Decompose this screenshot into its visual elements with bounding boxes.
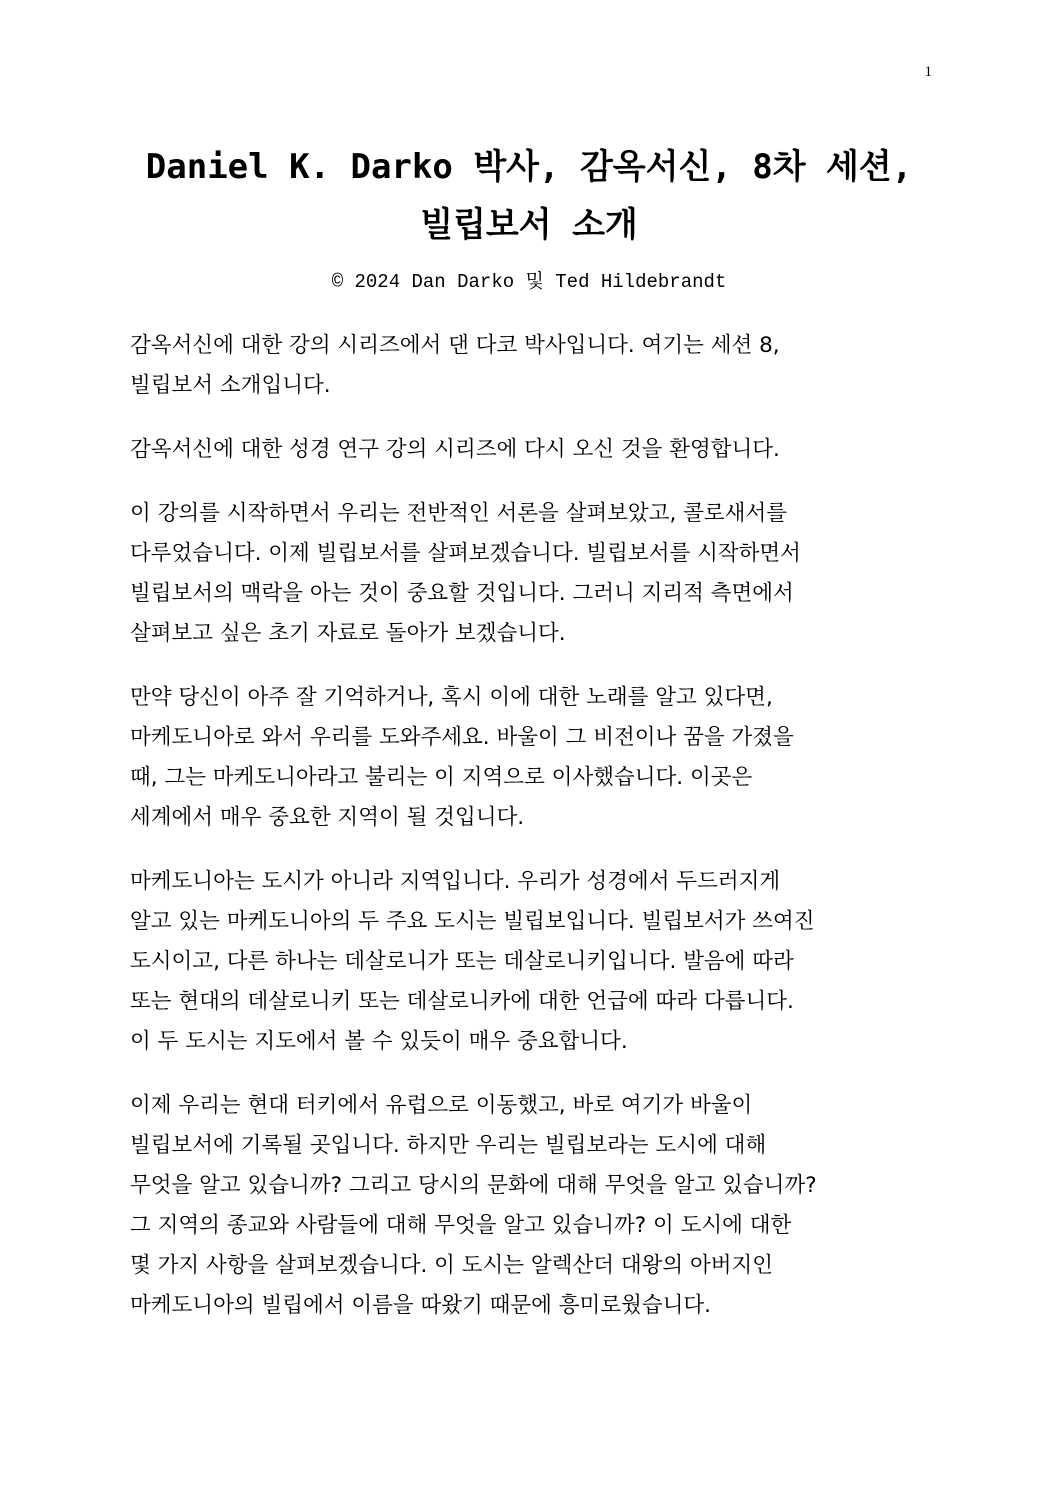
paragraph-line: 빌립보서의 맥락을 아는 것이 중요할 것입니다. 그러니 지리적 측면에서 [130,581,794,606]
paragraph-line: 살펴보고 싶은 초기 자료로 돌아가 보겠습니다. [130,621,566,646]
paragraph [130,678,940,838]
paragraph-line: 마케도니아의 빌립에서 이름을 따왔기 때문에 흥미로웠습니다. [130,1293,712,1318]
paragraph-line: 세계에서 매우 중요한 지역이 될 것입니다. [130,805,525,830]
paragraph-line: 이제 우리는 현대 터키에서 유럽으로 이동했고, 바로 여기가 바울이 [130,1093,753,1118]
paragraph-line: 마케도니아는 도시가 아니라 지역입니다. 우리가 성경에서 두드러지게 [130,869,781,894]
paragraph-line: 이 두 도시는 지도에서 볼 수 있듯이 매우 중요합니다. [130,1029,628,1054]
paragraph-line: 또는 현대의 데살로니키 또는 데살로니카에 대한 언급에 따라 다릅니다. [130,989,794,1014]
page-number: 1 [924,64,932,80]
title-line: 빌립보서 소개 [420,205,638,245]
paragraph [130,494,940,654]
document-title [90,138,968,254]
paragraph-line: 빌립보서 소개입니다. [130,373,331,398]
paragraph [130,862,940,1062]
paragraph-line: 다루었습니다. 이제 빌립보서를 살펴보겠습니다. 빌립보서를 시작하면서 [130,541,801,566]
paragraph [130,326,940,406]
paragraph-line: 몇 가지 사항을 살펴보겠습니다. 이 도시는 알렉산더 대왕의 아버지인 [130,1253,774,1278]
paragraph-line: 도시이고, 다른 하나는 데살로니가 또는 데살로니키입니다. 발음에 따라 [130,949,794,974]
paragraph-line: 알고 있는 마케도니아의 두 주요 도시는 빌립보입니다. 빌립보서가 쓰여진 [130,909,815,934]
paragraph [130,1086,940,1326]
paragraph [130,430,940,470]
paragraph-line: 마케도니아로 와서 우리를 도와주세요. 바울이 그 비전이나 꿈을 가졌을 [130,725,794,750]
paragraph-line: 빌립보서에 기록될 곳입니다. 하지만 우리는 빌립보라는 도시에 대해 [130,1133,767,1158]
paragraph-line: 무엇을 알고 있습니까? 그리고 당시의 문화에 대해 무엇을 알고 있습니까? [130,1173,817,1198]
copyright-line: © 2024 Dan Darko 및 Ted Hildebrandt [331,271,727,293]
paragraph-line: 때, 그는 마케도니아라고 불리는 이 지역으로 이사했습니다. 이곳은 [130,765,753,790]
paragraph-line: 감옥서신에 대한 성경 연구 강의 시리즈에 다시 오신 것을 환영합니다. [130,437,780,462]
title-line: Daniel K. Darko 박사, 감옥서신, 8차 세션, [145,147,913,187]
paragraph-line: 그 지역의 종교와 사람들에 대해 무엇을 알고 있습니까? 이 도시에 대한 [130,1213,792,1238]
document-body [130,326,940,1350]
paragraph-line: 이 강의를 시작하면서 우리는 전반적인 서론을 살펴보았고, 콜로새서를 [130,501,787,526]
paragraph-line: 만약 당신이 아주 잘 기억하거나, 혹시 이에 대한 노래를 알고 있다면, [130,685,773,710]
paragraph-line: 감옥서신에 대한 강의 시리즈에서 댄 다코 박사입니다. 여기는 세션 8, [130,333,780,358]
